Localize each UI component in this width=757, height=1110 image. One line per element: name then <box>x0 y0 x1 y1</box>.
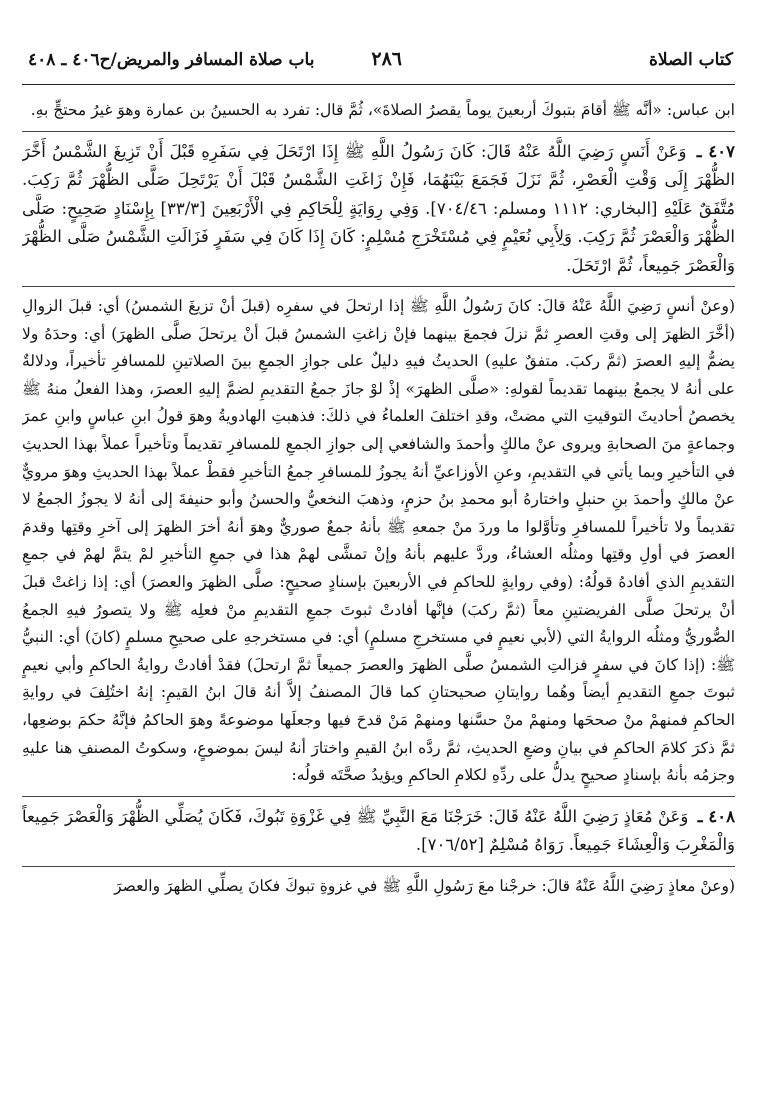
hadith-text: وَعَنْ أَنَسٍ رَضِيَ اللَّهُ عَنْهُ قَالَ: كَانَ رَسُولُ اللَّهِ ﷺ إِذَا ارْتَحَلَ فِي سَفَرِهِ قَبْلَ أَنْ تَزِيغَ الشَّمْسُ أَخَّرَ الظُّهْرَ إِلَى وَقْتِ الْعَصْرِ، ثُمَّ نَزَلَ فَجَمَعَ بَيْنَهُمَا، فَإِنْ زَاغَتِ الشَّمْسُ قَبْلَ أَنْ يَرْتَحِلَ صَلَّى الظُّهْرَ ثُمَّ رَكِبَ. مُتَّفَقٌ عَلَيْهِ [البخاري: ١١١٢ ومسلم: ٧٠٤/٤٦]. وَفِي رِوَايَةٍ لِلْحَاكِمِ فِي الْأَرْبَعِينَ [٣٣/٣] بِإِسْنَادٍ صَحِيحٍ: صَلَّى الظُّهْرَ وَالْعَصْرَ ثُمَّ رَكِبَ. وَلِأَبِي نُعَيْمٍ فِي مُسْتَخْرَجِ مُسْلِمٍ: كَانَ إِذَا كَانَ فِي سَفَرٍ فَزَالَتِ الشَّمْسُ صَلَّى الظُّهْرَ وَالْعَصْرَ جَمِيعاً، ثُمَّ ارْتَحَلَ. <box>22 141 735 275</box>
commentary-paragraph <box>22 873 735 901</box>
section-divider <box>22 866 735 867</box>
header-book-title: كتاب الصلاة <box>648 50 733 70</box>
commentary-paragraph <box>22 97 735 125</box>
section-divider <box>22 131 735 132</box>
hadith-number: ٤٠٨ ـ <box>697 806 735 826</box>
page-number: ٢٨٦ <box>371 48 402 70</box>
commentary-paragraph <box>22 293 735 790</box>
paragraph-text: (وعنْ معاذٍ رَضِيَ اللَّهُ عَنْهُ قالَ: خرجْنا معَ رَسُولِ اللَّهِ ﷺ في غزوةِ تبوكَ فكانَ يصلِّي الظهرَ والعصرَ <box>114 876 735 895</box>
hadith-number: ٤٠٧ ـ <box>696 141 735 161</box>
book-page <box>22 44 735 1096</box>
page-body <box>22 85 735 900</box>
hadith-407 <box>22 138 735 281</box>
page-header <box>22 44 735 85</box>
header-chapter-title: باب صلاة المسافر والمريض/ح٤٠٦ ـ ٤٠٨ <box>28 50 315 70</box>
paragraph-text: ابن عباس: «أنَّه ﷺ أقامَ بتبوكَ أربعينَ يوماً يقصرُ الصلاةَ»، ثُمَّ قال: تفرد به الحسينُ بن عمارة وهوَ غيرُ محتجٍّ بهِ. <box>30 101 735 119</box>
hadith-408 <box>22 803 735 860</box>
paragraph-text: (وعنْ أنسٍ رَضِيَ اللَّهُ عَنْهُ قالَ: كانَ رَسُولُ اللَّهِ ﷺ إذا ارتحلَ في سفرِه (قبلَ أنْ تزيغَ الشمسُ) أي: قبلَ الزوالِ (أخَّرَ الظهرَ إلى وقتِ العصرِ ثمَّ نزلَ فجمعَ بينهما فإنْ زاغتِ الشمسُ قبلَ أنْ يرتحلَ صلَّى الظهرَ) أي: وحدَهُ ولا يضمُّ إليهِ العصرَ (ثمَّ ركبَ. متفقٌ عليهِ) الحديثُ فيهِ دليلٌ على جوازِ الجمعِ بينَ الصلاتينِ للمسافرِ تأخيراً، ودلالةٌ على أنهُ لا يجمعُ بينهما تقديماً لقولهِ: «صلَّى الظهرَ» إذْ لوْ جازَ جمعُ التقديمِ لضمَّ إليهِ العصرَ، وهذا الفعلُ منهُ ﷺ يخصصُ أحاديثَ التوقيتِ التي مضتْ، وقدِ اختلفَ العلماءُ في ذلكَ: فذهبتِ الهادويةُ وهوَ قولُ ابنِ عباسٍ وابنِ عمرَ وجماعةٍ منَ الصحابةِ ويروى عنْ مالكٍ وأحمدَ والشافعي إلى جوازِ الجمعِ للمسافرِ تقديماً وتأخيراً عملاً بهذا الحديثِ في التأخيرِ وبما يأتي في التقديمِ، وعنِ الأوزاعيِّ أنهُ يجوزُ للمسافرِ جمعُ التأخيرِ فقطْ عملاً بهذا الحديثِ وهوَ مرويٌّ عنْ مالكٍ وأحمدَ بنِ حنبلٍ واختارهُ أبو محمدِ بنُ حزمٍ، وذهبَ النخعيُّ والحسنُ وأبو حنيفةَ إلى أنهُ لا يجوزُ الجمعُ لا تقديماً ولا تأخيراً للمسافرِ وتأوَّلوا ما وردَ منْ جمعهِ ﷺ بأنهُ جمعٌ صوريٌّ وهوَ أنهُ أخرَ الظهرَ إلى آخرِ وقتِها وقدمَ العصرَ في أولِ وقتِها ومثلُه العشاءُ، وردَّ عليهم بأنهُ وإنْ تمشَّى لهمْ هذا في جمعِ التأخيرِ لمْ يتمَّ لهمْ في جمعِ التقديمِ الذي أفادهُ قولُهُ: (وفي روايةٍ للحاكمِ في الأربعينَ بإسنادٍ صحيحٍ: صلَّى الظهرَ والعصرَ) أي: إذا زاغتْ قبلَ أنْ يرتحلَ صلَّى الفريضتينِ معاً (ثمَّ ركبَ) فإنَّها أفادتْ ثبوتَ جمعِ التقديمِ منْ فعلِه ﷺ ولا يتصورُ فيهِ الجمعُ الصُّوريُّ ومثلُه الروايةُ التي (لأبي نعيمٍ في مستخرجِ مسلمٍ) أي: في مستخرجهِ على صحيحِ مسلمٍ (كانَ) أي: النبيُّ ﷺ: (إذا كانَ في سفرٍ فزالتِ الشمسُ صلَّى الظهرَ والعصرَ جميعاً ثمَّ ارتحلَ) فقدْ أفادتْ روايةُ الحاكمِ وأبي نعيمٍ ثبوتَ جمعِ التقديمِ أيضاً وهُما روايتانِ صحيحتانِ كما قالَ المصنفُ إلاَّ أنهُ قالَ ابنُ القيمِ: إنهُ اختُلِفَ في روايةِ الحاكمِ فمنهمْ منْ صححَها ومنهمْ منْ حسَّنها ومنهمْ مَنْ قدحَ فيها وجعلَها موضوعةً وهوَ الحاكمُ فإنَّهُ حكمَ بوضعِها، ثمَّ ذكرَ كلامَ الحاكمِ في بيانِ وضعِ الحديثِ، ثمَّ ردَّه ابنُ القيمِ واختارَ أنهُ ليسَ بموضوعٍ، وسكوتُ المصنفِ هنا عليهِ وجزمُه بأنهُ بإسنادٍ صحيحٍ يدلُّ على ردِّهِ لكلامِ الحاكمِ ويؤيدُ صحَّتَه قولُه: <box>22 297 735 785</box>
section-divider <box>22 796 735 797</box>
hadith-text: وَعَنْ مُعَاذٍ رَضِيَ اللَّهُ عَنْهُ قَالَ: خَرَجْنَا مَعَ النَّبِيِّ ﷺ فِي غَزْوَةِ تَبُوكَ، فَكَانَ يُصَلِّي الظُّهْرَ وَالْعَصْرَ جَمِيعاً وَالْمَغْرِبَ وَالْعِشَاءَ جَمِيعاً. رَوَاهُ مُسْلِمٌ [٧٠٦/٥٢]. <box>22 806 735 855</box>
section-divider <box>22 286 735 287</box>
